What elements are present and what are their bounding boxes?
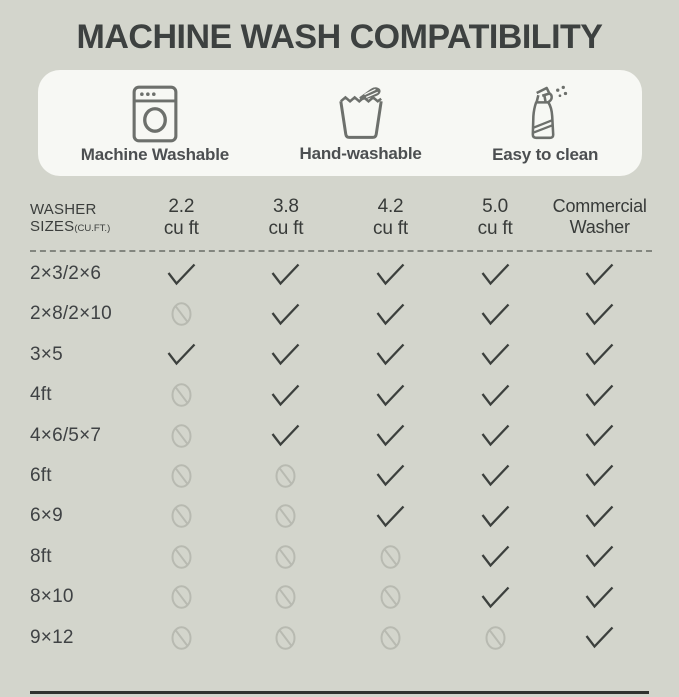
table-row [30,577,652,617]
compatible-cell [338,262,443,287]
check-icon [584,585,615,610]
not-compatible-cell [234,582,339,612]
check-icon [375,423,406,448]
table-body [30,254,652,658]
not-compatible-icon [169,299,194,329]
not-compatible-cell [443,623,548,653]
row-size-label: 6×9 [30,505,63,527]
not-compatible-icon [169,501,194,531]
compatible-cell [443,585,548,610]
not-compatible-cell [338,623,443,653]
check-icon [270,342,301,367]
compatible-cell [338,504,443,529]
table-row [30,496,652,536]
check-icon [584,463,615,488]
not-compatible-icon [169,623,194,653]
compatible-cell [443,544,548,569]
compatible-cell [547,383,652,408]
not-compatible-cell [234,542,339,572]
check-icon [480,383,511,408]
compatible-cell [234,342,339,367]
row-size-label: 2×8/2×10 [30,303,112,325]
check-icon [480,302,511,327]
check-icon [480,342,511,367]
row-header-washer-sizes: WASHER SIZES(CU.FT.) [30,201,111,236]
compatible-cell [443,262,548,287]
check-icon [584,423,615,448]
not-compatible-icon [169,582,194,612]
row-size-label: 2×3/2×6 [30,263,102,284]
page-title: MACHINE WASH COMPATIBILITY [76,18,603,56]
table-row [30,254,652,294]
compatible-cell [338,463,443,488]
not-compatible-cell [129,299,234,329]
not-compatible-cell [129,421,234,451]
compatible-cell [443,302,548,327]
column-header-commercial: Commercial Washer [552,196,647,238]
compatible-cell [547,585,652,610]
compatible-cell [443,504,548,529]
feature-label: Easy to clean [492,145,599,164]
washing-machine-icon [126,83,184,145]
bottom-rule [30,691,649,694]
check-icon [375,262,406,287]
check-icon [375,504,406,529]
table-row [30,294,652,334]
not-compatible-icon [378,582,403,612]
check-icon [480,504,511,529]
not-compatible-icon [169,380,194,410]
table-row [30,335,652,375]
not-compatible-icon [273,461,298,491]
not-compatible-icon [378,542,403,572]
not-compatible-cell [129,582,234,612]
feature-hand-washable [300,80,422,166]
row-size-label: 4ft [30,384,52,406]
not-compatible-icon [273,501,298,531]
compatible-cell [234,383,339,408]
table-row [30,375,652,415]
check-icon [584,625,615,650]
check-icon [584,544,615,569]
compatible-cell [234,423,339,448]
compatible-cell [338,302,443,327]
row-size-label: 3×5 [30,343,63,365]
compatible-cell [338,423,443,448]
not-compatible-cell [338,582,443,612]
compatible-cell [234,302,339,327]
wash-features-card [38,70,642,176]
compatible-cell [129,342,234,367]
check-icon [375,302,406,327]
row-size-label: 8×10 [30,586,74,608]
not-compatible-cell [338,542,443,572]
row-size-label: 4×6/5×7 [30,424,102,446]
table-row [30,537,652,577]
feature-machine-washable [81,80,229,166]
check-icon [166,262,197,287]
row-size-label: 9×12 [30,626,74,648]
compatible-cell [443,423,548,448]
not-compatible-cell [129,501,234,531]
not-compatible-icon [273,582,298,612]
table-row [30,415,652,455]
check-icon [270,423,301,448]
compatible-cell [547,463,652,488]
feature-label: Hand-washable [299,144,422,163]
check-icon [584,504,615,529]
compatible-cell [443,342,548,367]
check-icon [270,302,301,327]
check-icon [584,342,615,367]
not-compatible-icon [169,542,194,572]
compatible-cell [547,262,652,287]
check-icon [375,383,406,408]
compatible-cell [443,463,548,488]
feature-label: Machine Washable [80,145,230,164]
compatible-cell [547,342,652,367]
compatible-cell [547,625,652,650]
column-header-3-8: 3.8 cu ft [268,196,304,240]
not-compatible-cell [234,501,339,531]
compatible-cell [547,504,652,529]
table-row [30,617,652,657]
compatible-cell [547,544,652,569]
table-row [30,456,652,496]
check-icon [270,262,301,287]
row-size-label: 8ft [30,545,52,567]
compatible-cell [443,383,548,408]
not-compatible-cell [129,623,234,653]
compatible-cell [547,302,652,327]
check-icon [375,463,406,488]
compatible-cell [234,262,339,287]
not-compatible-cell [129,542,234,572]
not-compatible-cell [234,461,339,491]
check-icon [480,423,511,448]
not-compatible-cell [129,461,234,491]
compatible-cell [129,262,234,287]
check-icon [584,302,615,327]
column-header-2-2: 2.2 cu ft [163,196,199,240]
compatible-cell [338,383,443,408]
check-icon [480,463,511,488]
feature-easy-to-clean [492,80,598,166]
table-header [30,196,652,241]
check-icon [480,544,511,569]
not-compatible-icon [273,542,298,572]
not-compatible-icon [169,421,194,451]
not-compatible-icon [169,461,194,491]
check-icon [584,262,615,287]
check-icon [375,342,406,367]
compatibility-table [30,196,652,658]
check-icon [584,383,615,408]
not-compatible-cell [234,623,339,653]
not-compatible-cell [129,380,234,410]
spray-bottle-icon [519,83,571,145]
check-icon [480,262,511,287]
not-compatible-icon [273,623,298,653]
not-compatible-icon [378,623,403,653]
check-icon [166,342,197,367]
header-divider [30,250,652,252]
column-header-5-0: 5.0 cu ft [477,196,513,240]
row-size-label: 6ft [30,464,52,486]
check-icon [480,585,511,610]
compatible-cell [338,342,443,367]
column-header-4-2: 4.2 cu ft [373,196,408,240]
compatible-cell [547,423,652,448]
check-icon [270,383,301,408]
not-compatible-icon [483,623,508,653]
hand-wash-icon [333,83,389,144]
